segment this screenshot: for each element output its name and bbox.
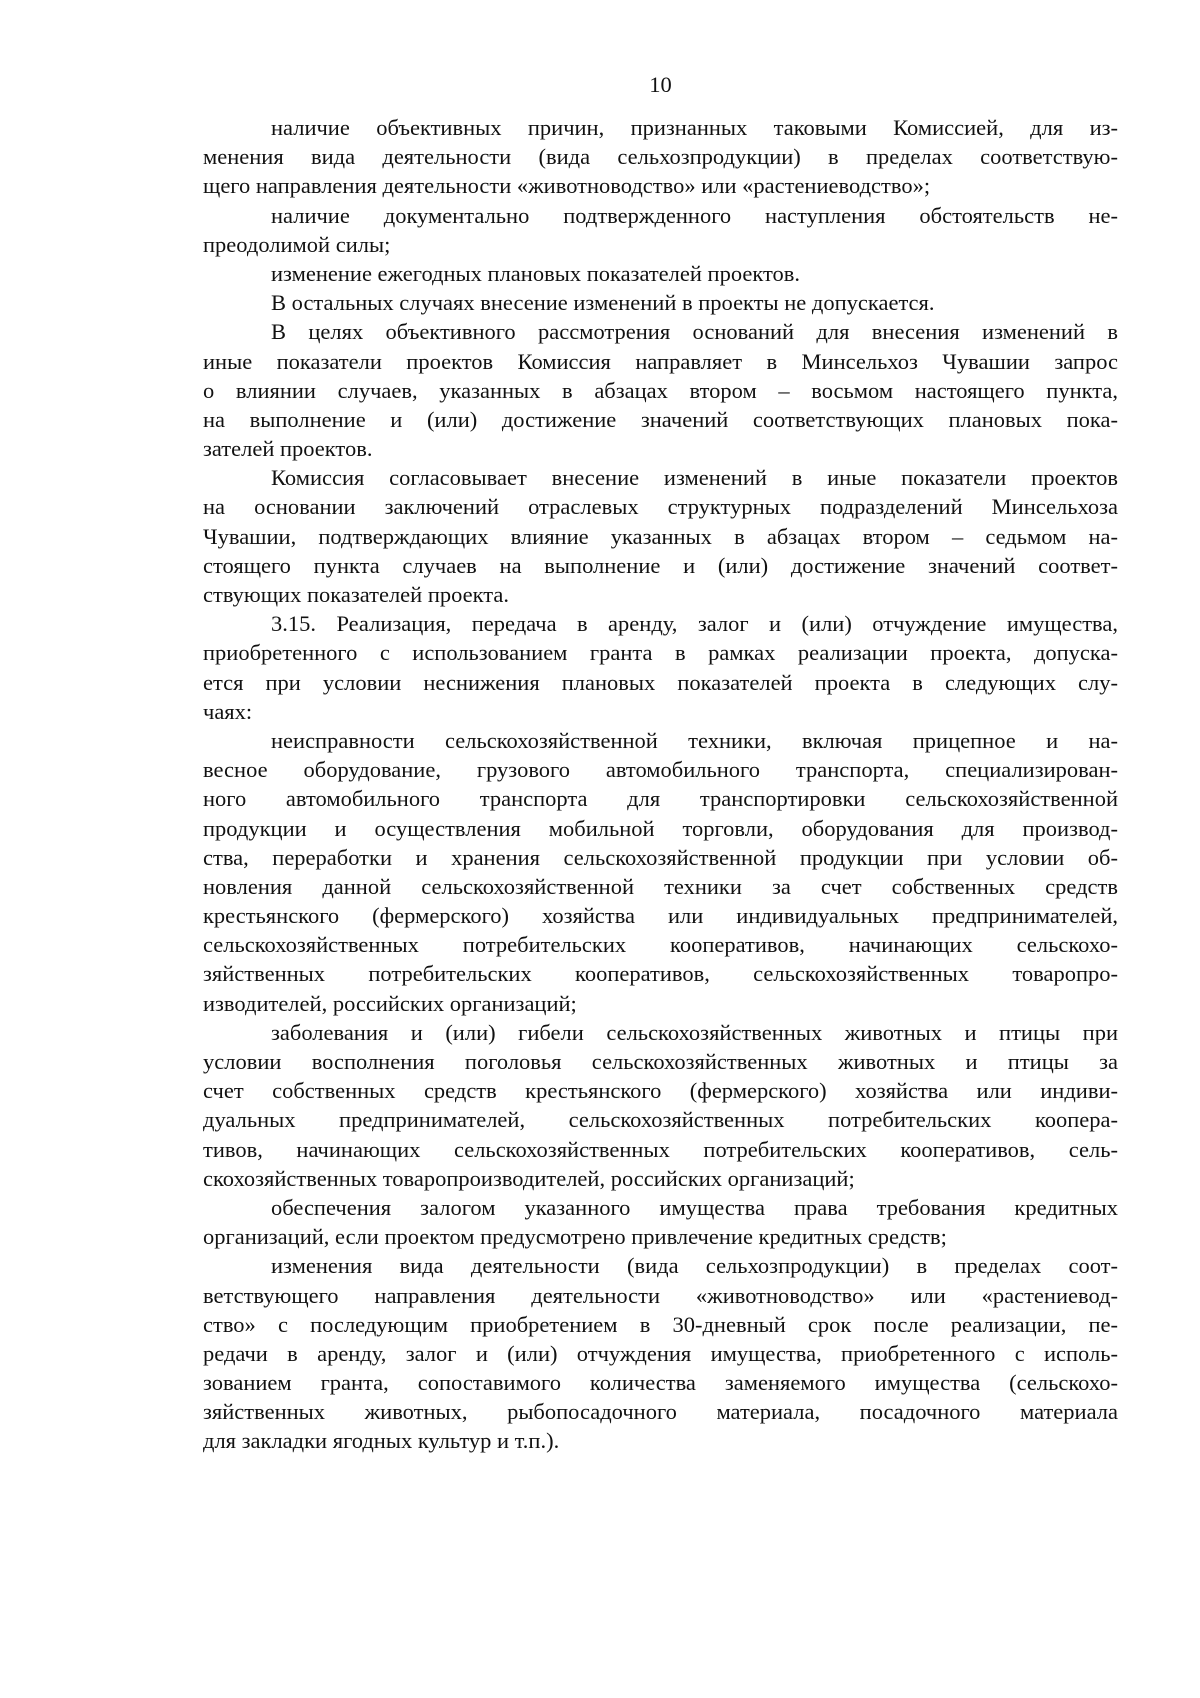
paragraph (203, 317, 1118, 463)
text-line: 3.15. Реализация, передача в аренду, залог и (или) отчуждение имущества, (271, 611, 1118, 637)
text-line: ветствующего направления деятельности «животноводство» или «растениевод- (203, 1282, 1118, 1308)
text-line: о влиянии случаев, указанных в абзацах втором – восьмом настоящего пункта, (203, 377, 1118, 403)
text-line: В остальных случаях внесение изменений в проекты не допускается. (271, 290, 935, 316)
text-line: ства, переработки и хранения сельскохозяйственной продукции при условии об- (203, 844, 1118, 870)
text-line: продукции и осуществления мобильной торговли, оборудования для производ- (203, 815, 1118, 841)
text-line: ется при условии неснижения плановых показателей проекта в следующих слу- (203, 669, 1118, 695)
text-line: чаях: (203, 698, 253, 724)
text-line: на основании заключений отраслевых структурных подразделений Минсельхоза (203, 494, 1118, 520)
text-line: стоящего пункта случаев на выполнение и (или) достижение значений соответ- (203, 552, 1118, 578)
text-line: скохозяйственных товаропроизводителей, российских организаций; (203, 1165, 855, 1191)
text-line: условии восполнения поголовья сельскохозяйственных животных и птицы за (203, 1049, 1118, 1074)
text-line: тивов, начинающих сельскохозяйственных потребительских кооперативов, сель- (203, 1136, 1118, 1162)
page-number: 10 (649, 72, 672, 97)
text-line: сельскохозяйственных потребительских кооперативов, начинающих сельскохо- (203, 932, 1118, 958)
text-line: весное оборудование, грузового автомобильного транспорта, специализирован- (203, 757, 1118, 783)
text-line: наличие документально подтвержденного наступления обстоятельств не- (271, 202, 1118, 228)
text-line: щего направления деятельности «животноводство» или «растениеводство»; (203, 173, 931, 199)
paragraph (203, 609, 1118, 726)
text-line: менения вида деятельности (вида сельхозпродукции) в пределах соответствую- (203, 144, 1118, 170)
text-line: для закладки ягодных культур и т.п.). (203, 1428, 560, 1454)
paragraph (203, 1018, 1118, 1193)
text-line: зателей проектов. (203, 436, 373, 462)
text-line: В целях объективного рассмотрения оснований для внесения изменений в (271, 319, 1118, 345)
text-line: изводителей, российских организаций; (203, 990, 577, 1016)
text-line: на выполнение и (или) достижение значений соответствующих плановых пока- (203, 406, 1118, 432)
paragraph (203, 259, 1118, 288)
paragraph (203, 201, 1118, 259)
text-line: редачи в аренду, залог и (или) отчуждения имущества, приобретенного с исполь- (203, 1340, 1118, 1366)
text-line: ного автомобильного транспорта для транспортировки сельскохозяйственной (203, 786, 1118, 812)
text-line: ствующих показателей проекта. (203, 582, 509, 607)
text-line: иные показатели проектов Комиссия направляет в Минсельхоз Чувашии запрос (203, 348, 1118, 374)
text-line: преодолимой силы; (203, 231, 391, 257)
text-line: приобретенного с использованием гранта в рамках реализации проекта, допуска- (203, 640, 1118, 666)
text-line: обеспечения залогом указанного имущества права требования кредитных (271, 1194, 1118, 1220)
paragraph (203, 113, 1118, 201)
text-line: крестьянского (фермерского) хозяйства или индивидуальных предпринимателей, (203, 903, 1118, 929)
text-line: заболевания и (или) гибели сельскохозяйственных животных и птицы при (271, 1019, 1118, 1045)
paragraph (203, 1193, 1118, 1251)
text-line: зованием гранта, сопоставимого количества заменяемого имущества (сельскохо- (203, 1370, 1118, 1396)
text-line: изменение ежегодных плановых показателей проектов. (271, 260, 801, 286)
text-line: наличие объективных причин, признанных таковыми Комиссией, для из- (271, 115, 1118, 140)
text-line: Комиссия согласовывает внесение изменений в иные показатели проектов (271, 465, 1118, 491)
text-line: зяйственных животных, рыбопосадочного материала, посадочного материала (203, 1399, 1118, 1425)
document-body (203, 113, 1118, 1456)
text-line: новления данной сельскохозяйственной техники за счет собственных средств (203, 873, 1118, 899)
text-line: ство» с последующим приобретением в 30-дневный срок после реализации, пе- (203, 1311, 1118, 1337)
paragraph (203, 463, 1118, 609)
text-line: счет собственных средств крестьянского (фермерского) хозяйства или индиви- (203, 1078, 1118, 1104)
paragraph (203, 1251, 1118, 1455)
text-line: изменения вида деятельности (вида сельхозпродукции) в пределах соот- (271, 1253, 1118, 1279)
paragraph (203, 288, 1118, 317)
text-line: Чувашии, подтверждающих влияние указанных в абзацах втором – седьмом на- (203, 523, 1118, 549)
text-line: дуальных предпринимателей, сельскохозяйственных потребительских коопера- (203, 1107, 1118, 1133)
text-line: зяйственных потребительских кооперативов, сельскохозяйственных товаропро- (203, 961, 1118, 987)
text-line: неисправности сельскохозяйственной техники, включая прицепное и на- (271, 727, 1118, 753)
paragraph (203, 726, 1118, 1018)
text-line: организаций, если проектом предусмотрено привлечение кредитных средств; (203, 1224, 947, 1250)
